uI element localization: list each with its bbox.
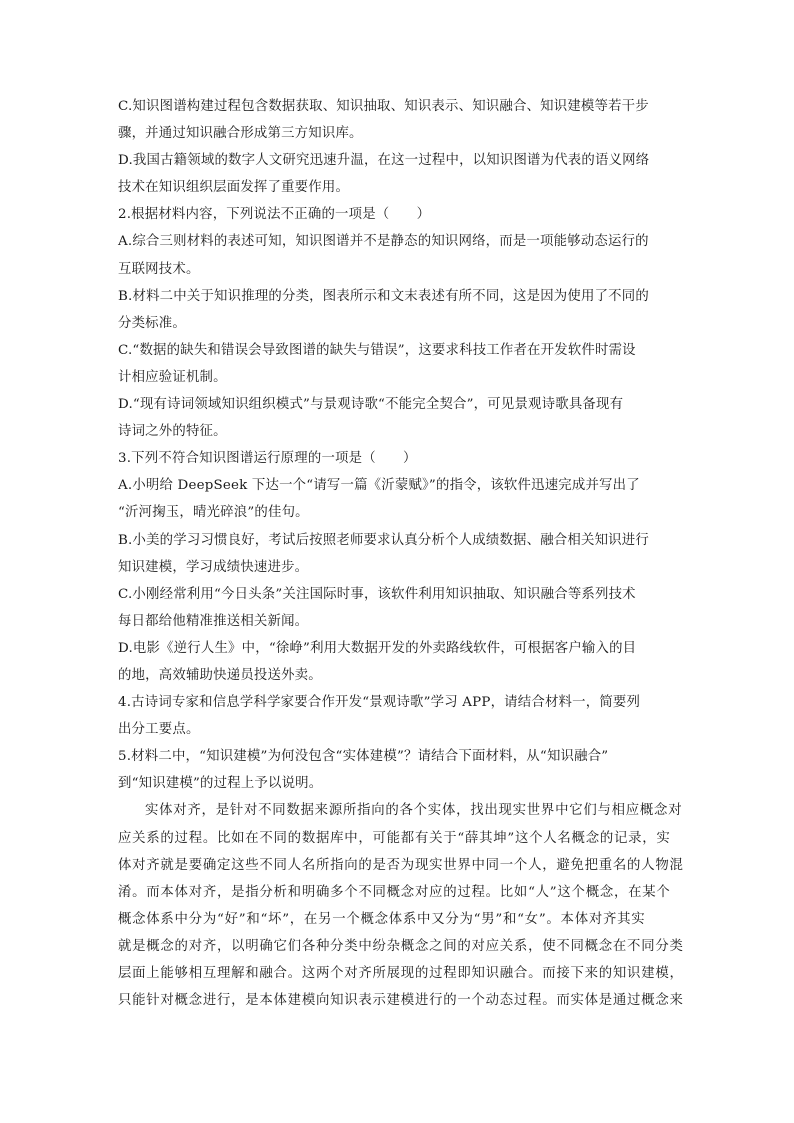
text-line: D.我国古籍领域的数字人文研究迅速升温，在这一过程中，以知识图谱为代表的语义网络 — [118, 153, 650, 169]
text-line: 技术在知识组织层面发挥了重要作用。 — [118, 180, 350, 196]
paragraph-line: 体对齐就是要确定这些不同人名所指向的是否为现实世界中同一个人，避免把重名的人物混 — [118, 857, 684, 873]
text-line: 计相应验证机制。 — [118, 369, 227, 385]
text-line: 分类标准。 — [118, 315, 186, 331]
text-line: 到“知识建模”的过程上予以说明。 — [118, 776, 323, 792]
text-line: B.材料二中关于知识推理的分类，图表所示和文末表述有所不同，这是因为使用了不同的 — [118, 288, 649, 304]
paragraph-line: 就是概念的对齐，以明确它们各种分类中纷杂概念之间的对应关系，使不同概念在不同分类 — [118, 938, 684, 954]
text-line: 知识建模，学习成绩快速进步。 — [118, 559, 309, 575]
text-line: B.小美的学习习惯良好，考试后按照老师要求认真分析个人成绩数据、融合相关知识进行 — [118, 532, 649, 548]
paragraph-line: 淆。而本体对齐，是指分析和明确多个不同概念对应的过程。比如“人”这个概念，在某个 — [118, 884, 671, 900]
question-2-stem: 2.根据材料内容，下列说法不正确的一项是（ ） — [118, 207, 431, 223]
text-line: C.“数据的缺失和错误会导致图谱的缺失与错误”，这要求科技工作者在开发软件时需设 — [118, 342, 636, 358]
text-line: C.小刚经常利用“今日头条”关注国际时事，该软件利用知识抽取、知识融合等系列技术 — [118, 586, 636, 602]
question-5-stem: 5.材料二中，“知识建模”为何没包含“实体建模”？请结合下面材料，从“知识融合” — [118, 749, 609, 765]
text-line: 每日都给他精准推送相关新闻。 — [118, 613, 309, 629]
text-line: D.“现有诗词领域知识组织模式”与景观诗歌“不能完全契合”，可见景观诗歌具备现有 — [118, 397, 624, 413]
text-line: A.综合三则材料的表述可知，知识图谱并不是静态的知识网络，而是一项能够动态运行的 — [118, 234, 649, 250]
paragraph-line: 概念体系中分为“好”和“坏”，在另一个概念体系中又分为“男”和“女”。本体对齐其实 — [118, 911, 646, 927]
document-body — [118, 93, 684, 1014]
text-line: A.小明给 DeepSeek 下达一个“请写一篇《沂蒙赋》”的指令，该软件迅速完成并写出了 — [118, 478, 640, 494]
text-line: 的地，高效辅助快递员投送外卖。 — [118, 667, 322, 683]
text-line: 骤，并通过知识融合形成第三方知识库。 — [118, 126, 363, 142]
text-line: “沂河掬玉，晴光碎浪”的佳句。 — [118, 505, 309, 521]
question-3-stem: 3.下列不符合知识图谱运行原理的一项是（ ） — [118, 451, 417, 467]
text-line: C.知识图谱构建过程包含数据获取、知识抽取、知识表示、知识融合、知识建模等若干步 — [118, 99, 649, 114]
paragraph-line: 只能针对概念进行，是本体建模向知识表示建模进行的一个动态过程。而实体是通过概念来 — [118, 993, 684, 1009]
paragraph-line: 应关系的过程。比如在不同的数据库中，可能都有关于“薛其坤”这个人名概念的记录，实 — [118, 830, 671, 846]
paragraph-line: 层面上能够相互理解和融合。这两个对齐所展现的过程即知识融合。而接下来的知识建模， — [118, 966, 684, 981]
text-line: 诗词之外的特征。 — [118, 424, 227, 440]
text-line: 互联网技术。 — [118, 261, 200, 277]
paragraph-line: 实体对齐，是针对不同数据来源所指向的各个实体，找出现实世界中它们与相应概念对 — [145, 803, 683, 819]
question-4-stem: 4.古诗词专家和信息学科学家要合作开发“景观诗歌”学习 APP，请结合材料一，简要列 — [118, 695, 641, 711]
text-line: D.电影《逆行人生》中，“徐峥”利用大数据开发的外卖路线软件，可根据客户输入的目 — [118, 640, 637, 656]
text-line: 出分工要点。 — [118, 722, 200, 738]
